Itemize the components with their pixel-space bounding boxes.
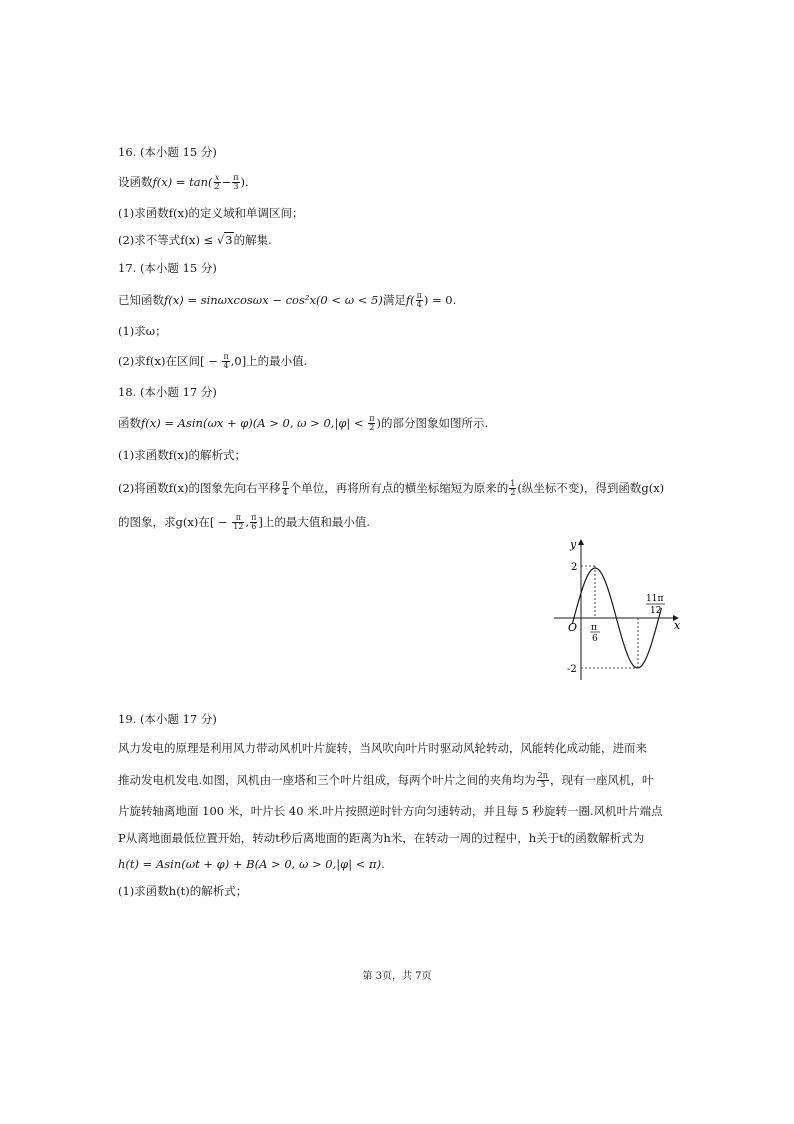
q17-part2-frac: $\frac{\pi}{4}$ <box>223 352 229 371</box>
q19-line4: P从离地面最低位置开始，转动t秒后离地面的距离为h米，在转动一周的过程中，h关于t的函数解析式为 <box>118 831 645 845</box>
y-min-label: -2 <box>567 664 577 675</box>
x-axis-label: x <box>674 619 681 632</box>
q16-stem-prefix: 设函数 <box>118 174 153 189</box>
q16-sqrt-value: 3 <box>225 233 233 247</box>
q16-sqrt-sign: √ <box>216 233 225 247</box>
q16-part2 <box>118 234 272 248</box>
q17-header: 17. (本小题 15 分) <box>118 261 217 275</box>
q19-header: 19. (本小题 17 分) <box>118 712 217 726</box>
q18-part2-line2 <box>118 514 370 532</box>
q16-minus: − <box>221 174 232 189</box>
tick-11pi-over-12-den: 12 <box>650 606 662 616</box>
q18-part2-comma: , <box>245 514 250 529</box>
q17-cond-prefix: f( <box>405 292 415 307</box>
q19-line2-a: 推动发电机发电.如图，风机由一座塔和三个叶片组成，每两个叶片之间的夹角均为 <box>118 772 536 787</box>
q18-part2-c: (纵坐标不变)，得到函数g(x) <box>517 480 665 495</box>
q18-part2-line2-b: ]上的最大值和最小值. <box>258 514 371 529</box>
q18-stem-suffix: )的部分图象如图所示. <box>376 415 489 430</box>
q17-frac-pi-over-4: $\frac{\pi}{4}$ <box>416 291 422 310</box>
q16-stem-suffix: ). <box>240 174 249 189</box>
q17-part2 <box>118 353 307 371</box>
q16-part1: (1)求函数f(x)的定义域和单调区间； <box>118 206 304 220</box>
q16-func: f(x) = tan( <box>152 174 213 189</box>
q18-func: f(x) = Asin(ωx + φ)(A > 0, ω > 0,|φ| < <box>141 415 368 430</box>
q18-part2-line2-a: 的图象，求g(x)在[ − <box>118 514 232 529</box>
y-max-label: 2 <box>571 562 578 573</box>
q18-stem <box>118 415 488 433</box>
tick-pi-over-6-num: π <box>591 623 597 633</box>
q18-part2-b: 个单位，再将所有点的横坐标缩短为原来的 <box>289 480 509 495</box>
q16-part2-prefix: (2)求不等式f(x) ≤ <box>118 233 217 247</box>
q17-func: f(x) = sinωxcosωx − cos²x(0 < ω < 5) <box>164 292 383 307</box>
q17-part1: (1)求ω； <box>118 324 167 338</box>
q19-line1: 风力发电的原理是利用风力带动风机叶片旋转，当风吹向叶片时驱动风轮转动，风能转化成动能，进而来 <box>118 741 647 755</box>
q17-stem-prefix: 已知函数 <box>118 292 164 307</box>
q18-part1: (1)求函数f(x)的解析式； <box>118 448 247 462</box>
q17-part2-prefix: (2)求f(x)在区间[ − <box>118 353 222 368</box>
q17-stem <box>118 292 456 310</box>
q18-frac-pi-over-2: $\frac{\pi}{2}$ <box>369 414 375 433</box>
tick-pi-over-6-den: 6 <box>592 634 598 644</box>
origin-label: O <box>568 621 578 634</box>
q18-part2-frac-pi-over-4: $\frac{\pi}{4}$ <box>282 479 288 498</box>
y-axis-label: y <box>570 538 577 551</box>
q16-part2-suffix: 的解集. <box>233 233 272 247</box>
q19-part1: (1)求函数h(t)的解析式； <box>118 884 248 898</box>
q19-line5: h(t) = Asin(ωt + φ) + B(A > 0, ω > 0,|φ| < π). <box>118 857 385 871</box>
q18-header: 18. (本小题 17 分) <box>118 385 217 399</box>
q19-line2-b: ，现有一座风机，叶 <box>550 772 654 787</box>
page-footer: 第 3页，共 7页 <box>362 971 432 982</box>
q19-line3: 片旋转轴离地面 100 米，叶片长 40 米.叶片按照逆时针方向匀速转动，并且每 5 秒旋转一圈.风机叶片端点 <box>118 804 663 818</box>
q17-cond-suffix: ) = 0. <box>423 292 457 307</box>
tick-11pi-over-12-num: 11π <box>646 594 664 604</box>
q19-line2 <box>118 772 654 790</box>
q18-part2-frac-half: $\frac{1}{2}$ <box>510 479 516 498</box>
q16-frac-x-over-2: $\frac{x}{2}$ <box>214 173 220 192</box>
q16-frac-pi-over-3: $\frac{\pi}{3}$ <box>233 173 239 192</box>
q16-stem <box>118 174 249 192</box>
q18-part2-frac-pi-over-12: $\frac{\pi}{12}$ <box>233 513 244 532</box>
sine-graph <box>550 534 690 684</box>
q17-mid: 满足 <box>382 292 406 307</box>
q18-part2-frac-pi-over-6: $\frac{\pi}{6}$ <box>251 513 257 532</box>
q18-part2-line1 <box>118 480 664 498</box>
q18-stem-prefix: 函数 <box>118 415 141 430</box>
q17-part2-suffix: ,0]上的最小值. <box>230 353 308 368</box>
q19-frac-2pi-over-3: $\frac{2\pi}{3}$ <box>537 771 549 790</box>
q18-part2-a: (2)将函数f(x)的图象先向右平移 <box>118 480 281 495</box>
q16-header: 16. (本小题 15 分) <box>118 145 217 159</box>
